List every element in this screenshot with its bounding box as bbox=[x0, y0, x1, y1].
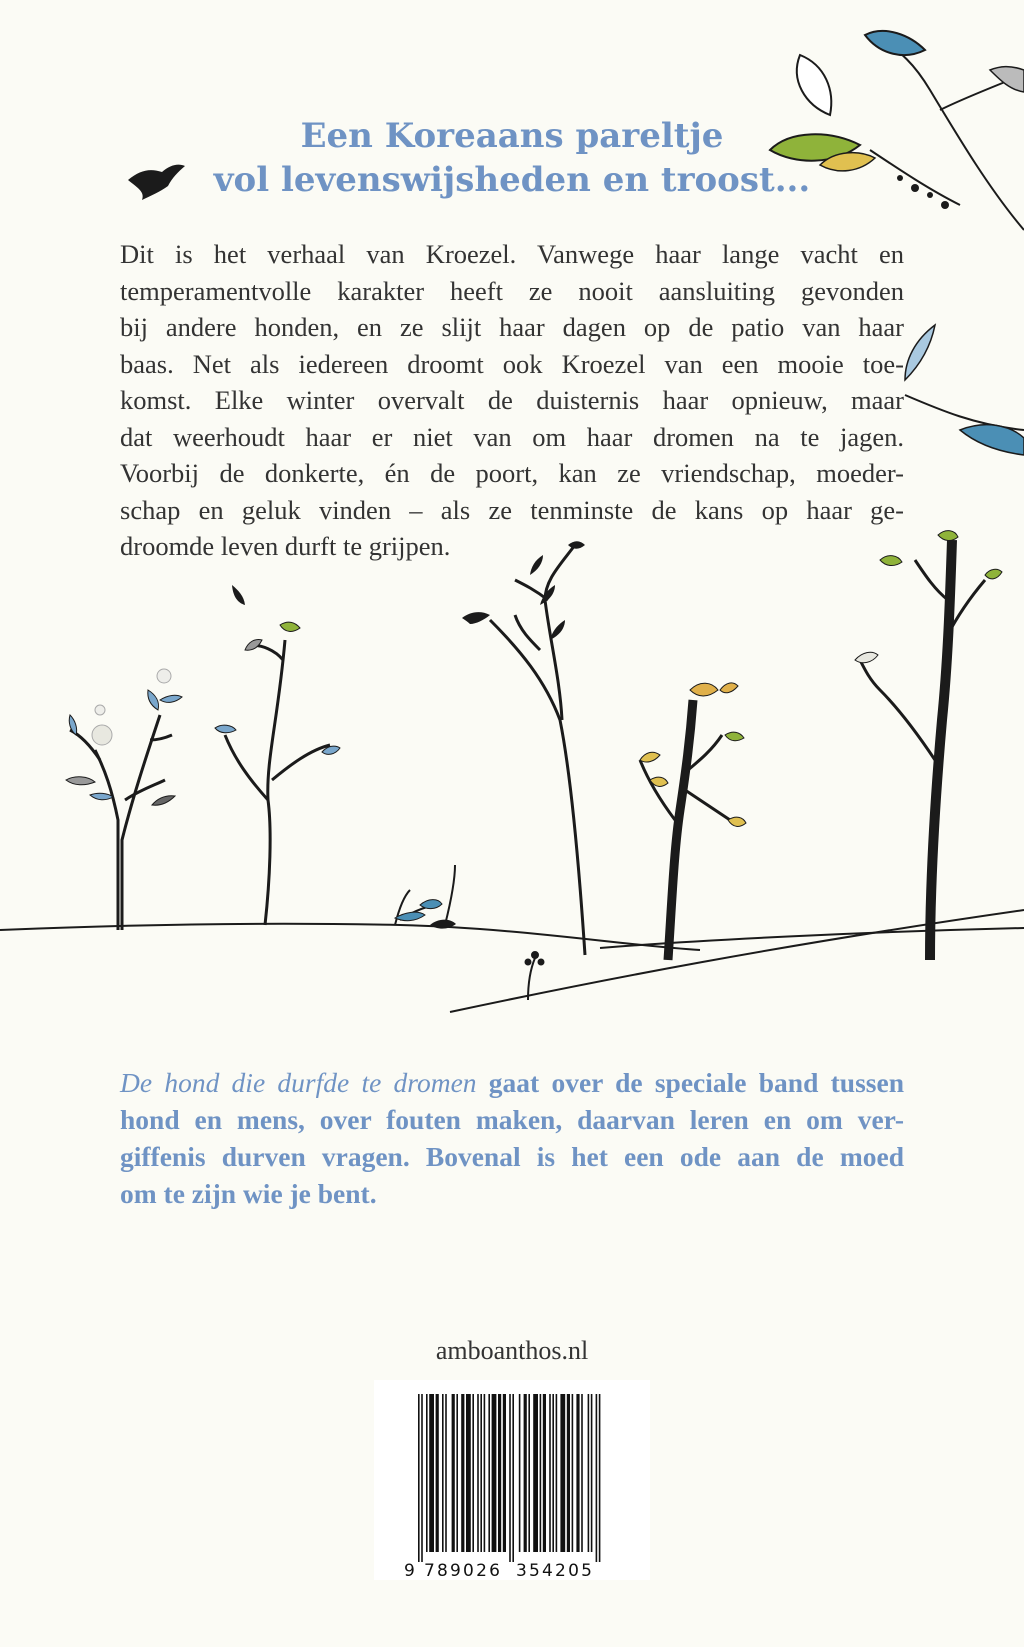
ground-lines-icon bbox=[0, 910, 1024, 1012]
leaf-icon bbox=[148, 690, 159, 710]
summary-line bbox=[120, 1064, 904, 1101]
barcode-bar bbox=[556, 1394, 558, 1552]
summary-line-1-rest: gaat over de speciale band tussen bbox=[476, 1067, 904, 1098]
summary-line: giffenis durven vragen. Bovenal is het een ode aan de moed bbox=[120, 1141, 904, 1172]
publisher-website: amboanthos.nl bbox=[435, 1336, 589, 1365]
barcode-bar bbox=[484, 1394, 486, 1552]
tree-icon bbox=[855, 531, 1002, 960]
book-title: De hond die durfde te dromen bbox=[120, 1067, 477, 1098]
barcode-bar bbox=[540, 1394, 542, 1552]
barcode-bar bbox=[429, 1394, 434, 1552]
barcode-bars bbox=[418, 1394, 600, 1562]
barcode-bar bbox=[576, 1394, 579, 1552]
barcode-bar bbox=[528, 1394, 530, 1552]
leaf-icon bbox=[152, 796, 175, 805]
barcode-bar bbox=[543, 1394, 546, 1552]
bird-icon bbox=[462, 612, 490, 624]
barcode-bar bbox=[524, 1394, 527, 1552]
leaf-icon bbox=[938, 531, 958, 541]
barcode-bar bbox=[509, 1394, 511, 1562]
barcode-bar bbox=[498, 1394, 501, 1552]
leaf-icon bbox=[66, 777, 95, 785]
leaf-icon bbox=[728, 817, 746, 826]
barcode-bar bbox=[442, 1394, 444, 1552]
barcode-digits-group-1: 789026 bbox=[424, 1561, 503, 1580]
barcode-bar bbox=[596, 1394, 598, 1562]
barcode-bar bbox=[552, 1394, 554, 1552]
barcode-bar bbox=[591, 1394, 593, 1552]
barcode-bar bbox=[512, 1394, 514, 1562]
leaf-icon bbox=[640, 752, 660, 762]
barcode-bar bbox=[488, 1394, 490, 1552]
leaf-icon bbox=[855, 652, 878, 662]
leaf-icon bbox=[690, 683, 718, 696]
leaf-icon bbox=[905, 325, 935, 380]
barcode-bar bbox=[572, 1394, 574, 1552]
barcode-bar bbox=[519, 1394, 521, 1552]
barcode-bar bbox=[581, 1394, 583, 1552]
tagline-line-2: vol levenswijsheden en troost... bbox=[213, 160, 811, 200]
leaf-icon bbox=[797, 55, 831, 115]
barcode-bar bbox=[472, 1394, 474, 1552]
barcode-bar bbox=[436, 1394, 439, 1552]
blurb-line: komst. Elke winter overvalt de duisternis haar opnieuw, maar bbox=[120, 385, 904, 415]
isbn-barcode bbox=[374, 1380, 650, 1580]
bird-icon bbox=[232, 585, 245, 605]
barcode-bar bbox=[599, 1394, 601, 1562]
blurb-line: schap en geluk vinden – als ze tenminste de kans op haar ge- bbox=[120, 494, 904, 525]
leaf-icon bbox=[990, 67, 1024, 92]
barcode-bar bbox=[426, 1394, 428, 1552]
summary-line: om te zijn wie je bent. bbox=[120, 1178, 377, 1209]
barcode-bar bbox=[445, 1394, 447, 1552]
summary-paragraph bbox=[120, 1064, 904, 1212]
blurb-line: Voorbij de donkerte, én de poort, kan ze vriendschap, moeder- bbox=[120, 458, 904, 488]
tree-icon bbox=[70, 715, 172, 930]
barcode-digits-group-2: 354205 bbox=[516, 1561, 595, 1580]
tagline-line-1: Een Koreaans pareltje bbox=[300, 116, 724, 156]
blurb-line: droomde leven durft te grijpen. bbox=[120, 531, 451, 561]
leaf-icon bbox=[720, 683, 738, 693]
barcode-bar bbox=[480, 1394, 482, 1552]
blurb-line: baas. Net als iedereen droomt ook Kroezel van een mooie toe- bbox=[120, 348, 904, 379]
barcode-bar bbox=[567, 1394, 570, 1552]
blurb-line: Dit is het verhaal van Kroezel. Vanwege haar lange vacht en bbox=[120, 239, 904, 269]
barcode-bar bbox=[477, 1394, 479, 1552]
barcode-bar bbox=[503, 1394, 506, 1552]
leaf-icon bbox=[90, 793, 113, 800]
leaf-icon bbox=[245, 639, 262, 650]
barcode-bar bbox=[549, 1394, 551, 1552]
tree-icon bbox=[640, 683, 746, 960]
leaf-icon bbox=[215, 725, 236, 733]
blurb-line: temperamentvolle karakter heeft ze nooit aansluiting gevonden bbox=[120, 275, 904, 306]
leaf-icon bbox=[725, 732, 744, 741]
blurb-line: dat weerhoudt haar er niet van om haar dromen na te jagen. bbox=[120, 421, 904, 452]
leaf-icon bbox=[865, 31, 925, 55]
barcode-bar bbox=[421, 1394, 423, 1562]
leaf-icon bbox=[280, 622, 300, 631]
tree-icon bbox=[225, 640, 330, 925]
summary-line: hond en mens, over fouten maken, daarvan leren en om ver- bbox=[120, 1104, 904, 1135]
tagline bbox=[200, 114, 824, 202]
blurb-line: bij andere honden, en ze slijt haar dagen op de patio van haar bbox=[120, 312, 904, 342]
barcode-bar bbox=[533, 1394, 538, 1552]
barcode-bar bbox=[452, 1394, 455, 1552]
tree-icon bbox=[490, 545, 585, 955]
barcode-bar bbox=[466, 1394, 471, 1552]
bird-icon bbox=[128, 165, 185, 200]
barcode-bar bbox=[456, 1394, 458, 1552]
barcode-digit-lead: 9 bbox=[404, 1561, 415, 1580]
barcode-bar bbox=[461, 1394, 464, 1552]
plant-icon bbox=[395, 865, 456, 929]
leaf-icon bbox=[160, 695, 182, 702]
barcode-bar bbox=[560, 1394, 565, 1552]
leaf-icon bbox=[985, 569, 1002, 579]
barcode-bar bbox=[418, 1394, 420, 1562]
leaf-icon bbox=[69, 715, 76, 735]
blurb-paragraph bbox=[120, 236, 904, 565]
barcode-bar bbox=[588, 1394, 590, 1552]
leaf-icon bbox=[550, 620, 565, 640]
barcode-bar bbox=[492, 1394, 497, 1552]
